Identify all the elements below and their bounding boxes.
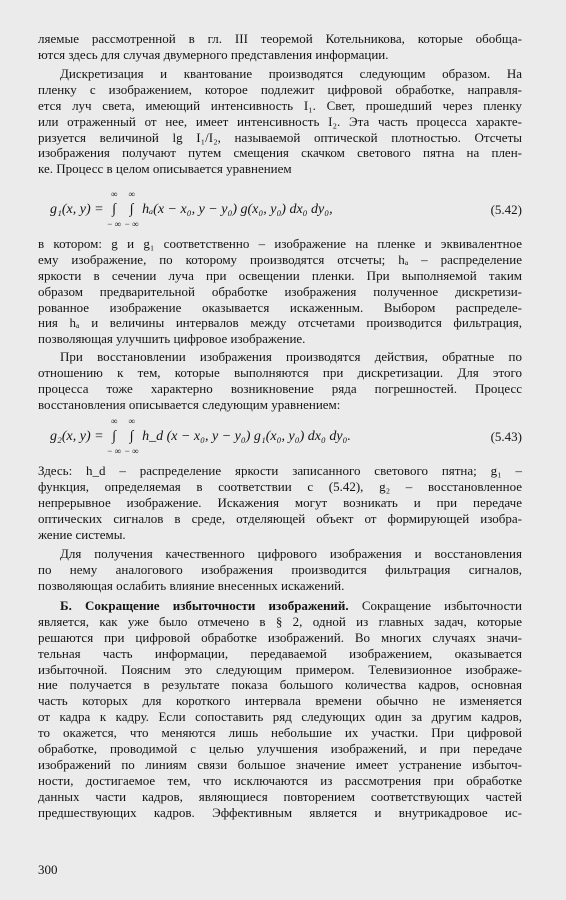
integral-sign: ∫ ∞ − ∞ [107, 202, 121, 218]
integral-upper-limit: ∞ [128, 189, 135, 199]
text-line [38, 598, 522, 614]
text-line: ризуется величиной lg I₁/I₂, называемой оптической плотностью. Отсчеты [38, 129, 522, 145]
equation-number: (5.43) [490, 429, 522, 444]
text-line: процесса тоже характерно возникновение ряда погрешностей. Процесс [38, 380, 522, 396]
text-line: от кадра к кадру. Если сопоставить ряд следующих один за другим кадров, [38, 709, 522, 725]
text-line: Дискретизация и квантование производятся следующим образом. На [60, 66, 522, 81]
text-line: в котором: g и g₁ соответственно – изображение на пленке и эквивалентное [38, 236, 522, 251]
equation-number: (5.42) [490, 202, 522, 217]
equation-5-43 [38, 415, 522, 455]
text-line: Здесь: h_d – распределение яркости записанного светового пятна; g₁ – [38, 463, 522, 478]
text-line: яркости в сечении луча при освещении пленки. При выполняемой таким [38, 267, 522, 283]
text-line: отношению к тем, которые выполняются при дискретизации. Для этого [38, 364, 522, 380]
text-line: ке. Процесс в целом описывается уравнением [38, 161, 292, 177]
paragraph-discretization [38, 66, 522, 177]
paragraph-filtering [38, 546, 522, 594]
text-line: обработке, проводимой с целью улучшения изображений, и при передаче [38, 741, 522, 757]
text-line: ему изображение, по которому производятся отсчеты; hₐ – распределение [38, 251, 522, 267]
integral-upper-limit: ∞ [128, 416, 135, 426]
text-line: решаются при цифровой обработке изображений. Во многих случаях значи- [38, 629, 522, 645]
text-line: ние получается в результате показа большого количества кадров, основная [38, 677, 522, 693]
text-line: непрерывное изображение. Искажения могут возникать и при передаче [38, 494, 522, 510]
paragraph-explanation [38, 463, 522, 542]
text-line: тельная часть информации, передаваемой изображением, оказывается [38, 645, 522, 661]
paragraph-definitions [38, 236, 522, 347]
text-line: позволяющая ослабить влияние внесенных искажений. [38, 577, 345, 593]
integral-lower-limit: − ∞ [124, 446, 139, 456]
text-line: то окажется, что меняются лишь небольшие их участки. При цифровой [38, 725, 522, 741]
text-line: изображения получают путем смещения скачком светового пятна на плен- [38, 145, 522, 161]
text-line: При восстановлении изображения производятся действия, обратные по [60, 349, 522, 364]
text-line: пленку с изображением, которое подлежит цифровой обработке, направля- [38, 81, 522, 97]
integral-lower-limit: − ∞ [124, 219, 139, 229]
text-line: восстановления описывается следующим уравнением: [38, 396, 341, 412]
text-line: предшествующих кадров. Эффективным является и внутрикадровое ис- [38, 804, 522, 820]
text-line: или отраженный от нее, имеет интенсивность I₂. Эта часть процесса характе- [38, 113, 522, 129]
integral-lower-limit: − ∞ [107, 219, 121, 229]
text-fragment: Сокращение избыточности [361, 598, 523, 613]
integral-upper-limit: ∞ [110, 416, 118, 426]
text-line: является, как уже было отмечено в § 2, одной из главных задач, которые [38, 613, 522, 629]
text-line: ния hₐ и величины интервалов между отсчетами производится фильтрация, [38, 315, 522, 331]
text-line: ются здесь для случая двумерного представления информации. [38, 46, 389, 62]
page-number: 300 [38, 862, 58, 877]
text-line: Для получения качественного цифрового изображения и восстановления [60, 546, 522, 561]
text-line: ется луч света, имеющий интенсивность I₁. Свет, прошедший через пленку [38, 97, 522, 113]
text-line: образом предварительной обработке изображения полученное дискретизи- [38, 283, 522, 299]
text-line: избыточной. Поясним это следующим примером. Телевизионное изображе- [38, 661, 522, 677]
text-line: по нему аналогового изображения производится фильтрация сигналов, [38, 561, 522, 577]
text-line: изображений по линиям связи большое значение имеет устранение избыточ- [38, 756, 522, 772]
text-line: рованное изображение оказывается искаженным. Выбором распределе- [38, 299, 522, 315]
text-line: часть которых для короткого интервала времени обычно не изменяется [38, 693, 522, 709]
text-line: оптических сигналов в среде, отделяющей объект от формирующей изобра- [38, 510, 522, 526]
paragraph-redundancy [38, 598, 522, 820]
text-line: ности, достигаемое тем, что исключаются из рассмотрения при обработке [38, 772, 522, 788]
integral-sign: ∫ ∞ − ∞ [125, 429, 139, 445]
paragraph-intro [38, 31, 522, 63]
equation-lhs: g₂(x, y) = [50, 429, 104, 444]
text-line: данных части кадров, являющиеся повторением соответствующих частей [38, 788, 522, 804]
equation-5-42 [38, 188, 522, 228]
equation-lhs: g₁(x, y) = [50, 202, 104, 217]
integral-sign: ∫ ∞ − ∞ [125, 202, 139, 218]
section-heading: Б. Сокращение избыточности изображений. [60, 598, 349, 613]
integral-sign: ∫ ∞ − ∞ [107, 429, 121, 445]
equation-integrand: h_d (x − x₀, y − y₀) g₁(x₀, y₀) dx₀ dy₀. [142, 429, 351, 444]
paragraph-restoration [38, 349, 522, 413]
integral-lower-limit: − ∞ [107, 446, 121, 456]
text-line: функция, определяемая в соответствии с (5.42), g₂ – восстановленное [38, 478, 522, 494]
text-line: жение системы. [38, 526, 126, 542]
text-line: позволяющая улучшить цифровое изображение. [38, 331, 306, 347]
equation-integrand: hₐ(x − x₀, y − y₀) g(x₀, y₀) dx₀ dy₀, [142, 202, 333, 217]
text-line: ляемые рассмотренной в гл. III теоремой Котельникова, которые обобща- [38, 31, 522, 46]
integral-upper-limit: ∞ [110, 189, 118, 199]
